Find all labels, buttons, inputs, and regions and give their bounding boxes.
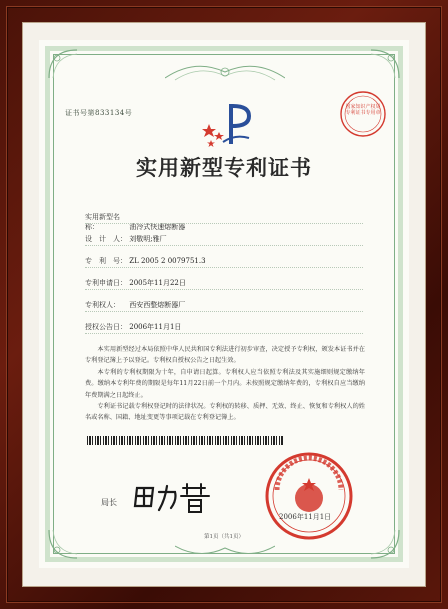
- field-label: 设 计 人：: [85, 235, 127, 243]
- field-value: 西安西整熔断器厂: [129, 301, 186, 309]
- director-label: 局长: [101, 498, 117, 507]
- divider: [85, 333, 363, 334]
- top-stamp-text: 国家知识产权局专利证书专用章: [345, 104, 381, 116]
- field-patent-number: [85, 256, 206, 266]
- field-patentee: [85, 300, 185, 310]
- top-ornament-icon: [165, 58, 285, 86]
- body-paragraph: 专利证书记载专利权登记时的法律状况。专利权的转移、质押、无效、终止、恢复和专利权人的姓名或名称、国籍、地址变更等事项记载在专利登记簿上。: [85, 403, 365, 422]
- field-value: ZL 2005 2 0079751.3: [129, 257, 206, 265]
- divider: [85, 245, 363, 246]
- field-value: 2005年11月22日: [129, 279, 186, 287]
- barcode: [87, 436, 283, 445]
- divider: [85, 223, 363, 224]
- divider: [85, 267, 363, 268]
- field-designer: [85, 234, 167, 244]
- certificate-body: [85, 344, 365, 424]
- seal-date: 2006年11月1日: [279, 513, 332, 521]
- bottom-ornament-icon: [175, 540, 275, 560]
- field-label: 专利权人：: [85, 301, 120, 309]
- field-grant-date: [85, 322, 181, 332]
- divider: [85, 289, 363, 290]
- corner-ornament-icon: [367, 48, 401, 82]
- certificate-title: 实用新型专利证书: [136, 155, 312, 180]
- field-label: 专利申请日：: [85, 279, 127, 287]
- divider: [85, 311, 363, 312]
- field-utility-model-name: [85, 212, 185, 232]
- certificate-number: 证书号第833134号: [65, 109, 133, 117]
- top-red-stamp: [339, 90, 387, 138]
- page-indicator: 第1页（共1页）: [204, 534, 244, 540]
- field-value: 2006年11月1日: [129, 323, 182, 331]
- director-signature-icon: [131, 480, 213, 516]
- field-label: 实用新型名称：: [85, 213, 120, 231]
- field-label: 专 利 号：: [85, 257, 127, 265]
- body-paragraph: 本实用新型经过本局依照中华人民共和国专利法进行初步审查，决定授予专利权，颁发本证书并在专利登记簿上予以登记。专利权自授权公告之日起生效。: [85, 346, 365, 365]
- national-seal-icon: [263, 450, 355, 542]
- field-application-date: [85, 278, 186, 288]
- field-value: 刘敬明;雅厂: [129, 235, 167, 243]
- field-value: 油冷式快速熔断器: [129, 223, 186, 231]
- body-paragraph: 本专利的专利权期限为十年，自申请日起算。专利权人应当依照专利法及其实施细则规定缴纳年费。缴纳本专利年费的期限是每年11月22日前一个月内。未按照规定缴纳年费的，专利权自应当缴纳年费期满之日起终止。: [85, 368, 365, 399]
- patent-office-logo-icon: [201, 98, 257, 150]
- certificate-paper: [39, 40, 409, 568]
- field-label: 授权公告日：: [85, 323, 127, 331]
- corner-ornament-icon: [47, 48, 81, 82]
